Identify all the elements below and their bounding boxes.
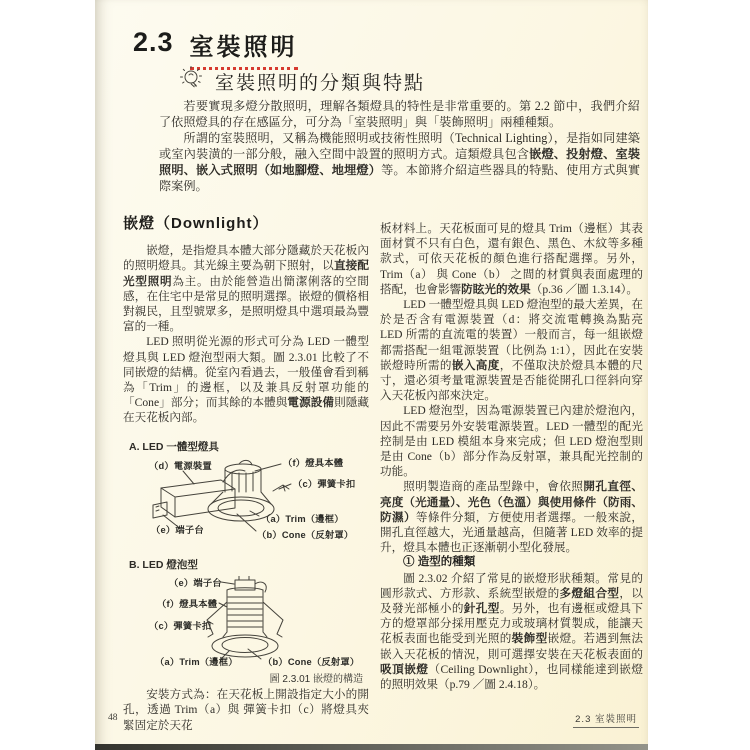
right-paragraph-3: LED 燈泡型，因為電源裝置已內建於燈泡內，因此不需要另外安裝電源裝置。LED 一體型的配光控制是由 LED 模組本身來完成；但 LED 燈泡型則是由 Cone（b）部分作為反射罩，兼具配光控制的功能。 xyxy=(380,404,643,479)
right-paragraph-5: 圖 2.3.02 介紹了常見的嵌燈形狀種類。常見的圓形款式、方形款、系統型嵌燈的多燈組合型，以及發光部極小的針孔型。另外，也有邊框或燈具下方的燈罩部分採用壓克力或玻璃材質製成，能讓天花板表面也能受到光照的裝飾型嵌燈。若遇到無法嵌入天花板的情況，則可選擇安裝在天花板表面的吸頂嵌燈（Ceiling Downlight），也同樣能達到嵌燈的照明效果（p.79 ／圖 2.4.18）。 xyxy=(380,571,643,692)
lightbulb-icon xyxy=(179,66,205,97)
callout-trim: （a）Trim（邊框） xyxy=(261,513,344,524)
right-paragraph-2: LED 一體型燈具與 LED 燈泡型的最大差異，在於是否含有電源裝置（d：將交流電轉換為點亮 LED 所需的直流電的裝置）一般而言，每一組嵌燈都需搭配一組電源裝置（比例為 1:1），因此在安裝嵌燈時所需的嵌入高度，不僅取決於燈具本體的尺寸，還必須考量電源裝置是否能從開孔口徑斜向穿入天花板內部來決定。 xyxy=(380,298,643,403)
chapter-header xyxy=(133,27,298,70)
left-paragraph-3: 安裝方式為：在天花板上開設指定大小的開孔，透過 Trim（a）與 彈簧卡扣（c）將燈具夾緊固定於天花 xyxy=(123,688,369,732)
intro-block xyxy=(159,99,640,194)
callout-spring-clip: （c）彈簧卡扣 xyxy=(293,478,356,489)
callout-fixture-body: （f）燈具本體 xyxy=(157,599,218,610)
section-subtitle: 室裝照明的分類與特點 xyxy=(215,73,426,94)
left-column xyxy=(123,216,369,733)
page-bottom-edge xyxy=(95,744,648,750)
book-page xyxy=(95,0,648,750)
figure-a-integrated-downlight xyxy=(123,458,369,544)
callout-trim: （a）Trim（邊框） xyxy=(155,657,238,668)
callout-terminal: （e）端子台 xyxy=(151,524,204,535)
callout-fixture-body: （f）燈具本體 xyxy=(283,457,344,468)
figure-caption: 圖 2.3.01 嵌燈的構造 xyxy=(269,674,363,686)
callout-terminal: （e）端子台 xyxy=(169,578,222,589)
figure-b-bulb-downlight xyxy=(123,576,369,668)
figure-a-label: A. LED 一體型燈具 xyxy=(129,440,219,453)
right-paragraph-1: 板材料上。天花板面可見的燈具 Trim（邊框）其表面材質不只有白色，還有銀色、黑色、木紋等多種款式，可依天花板的顏色進行搭配選擇。另外，Trim（a） 與 Cone（b） 之間的材質與表面處理的搭配，也會影響防眩光的效果（p.36 ／圖 1.3.14）。 xyxy=(380,222,643,296)
left-paragraph-2: LED 照明從光源的形式可分為 LED 一體型燈具與 LED 燈泡型兩大類。圖 2.3.01 比較了不同嵌燈的結構。從室內看過去，一般僅會看到稱為「Trim」的邊框，以及兼具反射罩功能的「Cone」部分；而其餘的本體與電源設備則隱藏在天花板內部。 xyxy=(123,335,369,425)
figure-b-label: B. LED 燈泡型 xyxy=(129,558,198,571)
shape-types-heading: ① 造型的種類 xyxy=(403,556,476,569)
right-column xyxy=(380,221,643,692)
page-number: 48 xyxy=(108,713,118,723)
section-subheader xyxy=(179,66,425,97)
left-paragraph-1: 嵌燈，是指燈具本體大部分隱藏於天花板內的照明燈具。其光線主要為朝下照射，以直接配光型照明為主。由於能營造出簡潔俐落的空間感，在住宅中是常見的照明選擇。嵌燈的價格相對親民，且型號眾多，是照明燈具中選項最為豐富的一種。 xyxy=(123,244,369,334)
chapter-number: 2.3 xyxy=(133,27,174,57)
downlight-heading: 嵌燈（Downlight） xyxy=(123,215,269,232)
callout-cone: （b）Cone（反射罩） xyxy=(257,529,354,540)
intro-paragraph-1: 若要實現多燈分散照明，理解各類燈具的特性是非常重要的。第 2.2 節中，我們介紹了依照燈具的存在感區分，可分為「室裝照明」與「裝飾照明」兩種種類。 xyxy=(159,99,640,129)
intro-paragraph-2: 所謂的室裝照明，又稱為機能照明或技術性照明（Technical Lighting），是指如同建築或室內裝潢的一部分般，融入空間中設置的照明方式。這類燈具包含嵌燈、投射燈、室裝照明、嵌入式照明（如地腳燈、地埋燈）等。本節將介紹這些器具的特點、使用方式與實際案例。 xyxy=(159,130,641,193)
callout-spring-clip: （c）彈簧卡扣 xyxy=(149,621,212,632)
right-paragraph-4: 照明製造商的產品型錄中，會依照開孔直徑、亮度（光通量）、光色（色溫）與使用條件（防雨、防濕）等條件分類，方便使用者選擇。一般來說，開孔直徑越大，光通量越高，但隨著 LED 效率的提升，燈具本體也正逐漸朝小型化發展。 xyxy=(380,480,643,555)
callout-power-unit: （d）電源裝置 xyxy=(149,460,212,471)
callout-cone: （b）Cone（反射罩） xyxy=(263,657,360,668)
chapter-title: 室裝照明 xyxy=(190,27,298,70)
running-section-title: 2.3 室裝照明 xyxy=(573,711,639,728)
